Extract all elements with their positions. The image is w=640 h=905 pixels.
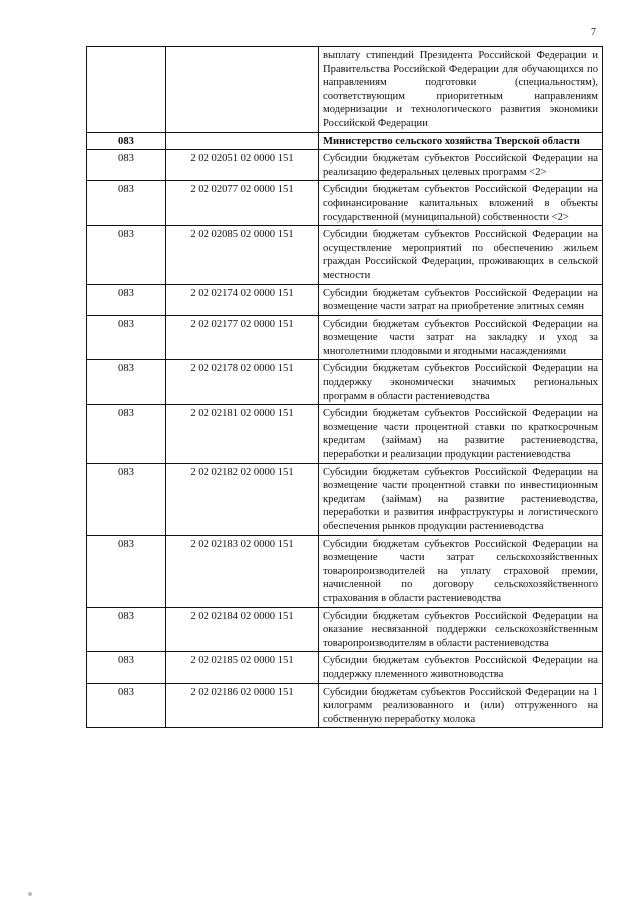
admin-code-cell: 083	[87, 150, 166, 181]
table-row	[87, 463, 603, 535]
ministry-name-cell: Министерство сельского хозяйства Тверской области	[319, 132, 603, 150]
revenue-name-cell: Субсидии бюджетам субъектов Российской Федерации на софинансирование капитальных вложений в объекты государственной (муниципальной) собственности <2>	[319, 181, 603, 226]
revenue-name-cell: Субсидии бюджетам субъектов Российской Федерации на возмещение части процентной ставки по инвестиционным кредитам (займам) на развитие растениеводства, переработки и развития инфраструктуры и логистического обеспечения рынков продукции растениеводства	[319, 463, 603, 535]
revenue-code-cell: 2 02 02085 02 0000 151	[166, 226, 319, 284]
revenue-name-cell: Субсидии бюджетам субъектов Российской Федерации на возмещение части затрат сельскохозяйственных товаропроизводителей на уплату страховой премии, начисленной по договору сельскохозяйственного страхования в области растениеводства	[319, 535, 603, 607]
admin-code-cell: 083	[87, 535, 166, 607]
revenue-code-cell: 2 02 02184 02 0000 151	[166, 607, 319, 652]
table-row	[87, 284, 603, 315]
revenue-code-cell: 2 02 02186 02 0000 151	[166, 683, 319, 728]
revenue-name-cell: Субсидии бюджетам субъектов Российской Федерации на реализацию федеральных целевых программ <2>	[319, 150, 603, 181]
revenue-code-cell: 2 02 02185 02 0000 151	[166, 652, 319, 683]
revenue-name-cell: выплату стипендий Президента Российской Федерации и Правительства Российской Федерации для обучающихся по направлениям подготовки (специальностям), соответствующим приоритетным направлениям модернизации и технологического развития экономики Российской Федерации	[319, 47, 603, 133]
revenue-code-cell	[166, 47, 319, 133]
revenue-code-cell: 2 02 02077 02 0000 151	[166, 181, 319, 226]
admin-code-cell: 083	[87, 315, 166, 360]
admin-code-cell: 083	[87, 652, 166, 683]
revenue-code-cell: 2 02 02051 02 0000 151	[166, 150, 319, 181]
admin-code-cell: 083	[87, 132, 166, 150]
revenue-name-cell: Субсидии бюджетам субъектов Российской Федерации на возмещение части затрат на приобретение элитных семян	[319, 284, 603, 315]
table-row	[87, 150, 603, 181]
admin-code-cell: 083	[87, 463, 166, 535]
ministry-header-row	[87, 132, 603, 150]
table-row	[87, 226, 603, 284]
table-row	[87, 181, 603, 226]
admin-code-cell: 083	[87, 405, 166, 463]
revenue-code-cell	[166, 132, 319, 150]
table-row	[87, 683, 603, 728]
revenue-code-cell: 2 02 02183 02 0000 151	[166, 535, 319, 607]
revenue-name-cell: Субсидии бюджетам субъектов Российской Федерации на поддержку экономически значимых региональных программ в области растениеводства	[319, 360, 603, 405]
admin-code-cell: 083	[87, 181, 166, 226]
revenue-name-cell: Субсидии бюджетам субъектов Российской Федерации на возмещение части процентной ставки по краткосрочным кредитам (займам) на развитие растениеводства, переработки и реализации продукции растениеводства	[319, 405, 603, 463]
revenue-name-cell: Субсидии бюджетам субъектов Российской Федерации на оказание несвязанной поддержки сельскохозяйственным товаропроизводителям в области растениеводства	[319, 607, 603, 652]
admin-code-cell	[87, 47, 166, 133]
revenue-code-cell: 2 02 02181 02 0000 151	[166, 405, 319, 463]
table-row	[87, 315, 603, 360]
table-row	[87, 652, 603, 683]
budget-classification-table	[86, 46, 603, 728]
revenue-code-cell: 2 02 02177 02 0000 151	[166, 315, 319, 360]
scan-speck	[28, 892, 32, 896]
admin-code-cell: 083	[87, 683, 166, 728]
revenue-name-cell: Субсидии бюджетам субъектов Российской Федерации на 1 килограмм реализованного и (или) отгруженного на собственную переработку молока	[319, 683, 603, 728]
revenue-code-cell: 2 02 02174 02 0000 151	[166, 284, 319, 315]
table-row	[87, 607, 603, 652]
revenue-name-cell: Субсидии бюджетам субъектов Российской Федерации на поддержку племенного животноводства	[319, 652, 603, 683]
admin-code-cell: 083	[87, 360, 166, 405]
revenue-name-cell: Субсидии бюджетам субъектов Российской Федерации на возмещение части затрат на закладку и уход за многолетними плодовыми и ягодными насаждениями	[319, 315, 603, 360]
table-row	[87, 360, 603, 405]
revenue-code-cell: 2 02 02178 02 0000 151	[166, 360, 319, 405]
table-row	[87, 47, 603, 133]
page-number: 7	[591, 27, 596, 38]
revenue-code-cell: 2 02 02182 02 0000 151	[166, 463, 319, 535]
admin-code-cell: 083	[87, 284, 166, 315]
admin-code-cell: 083	[87, 226, 166, 284]
table-row	[87, 535, 603, 607]
revenue-name-cell: Субсидии бюджетам субъектов Российской Федерации на осуществление мероприятий по обеспечению жильем граждан Российской Федерации, проживающих в сельской местности	[319, 226, 603, 284]
table-row	[87, 405, 603, 463]
admin-code-cell: 083	[87, 607, 166, 652]
